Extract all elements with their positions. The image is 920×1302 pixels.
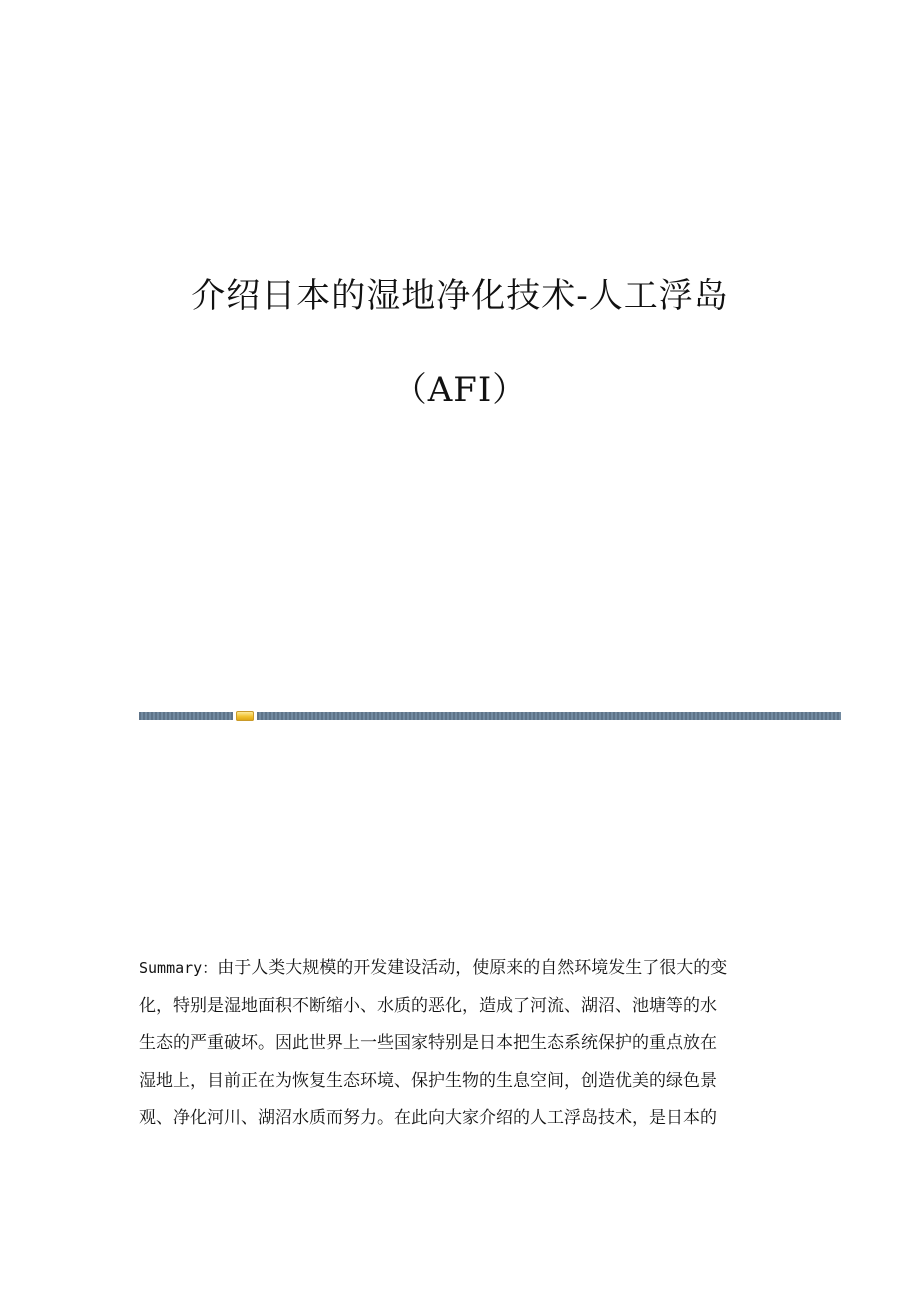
summary-line-4: 湿地上，目前正在为恢复生态环境、保护生物的生息空间，创造优美的绿色景 (139, 1070, 717, 1091)
divider-bar-left (139, 712, 233, 720)
divider-bar-right (257, 712, 841, 720)
summary-paragraph (139, 950, 779, 1138)
summary-line-1 (139, 950, 779, 988)
summary-line-5: 观、净化河川、湖沼水质而努力。在此向大家介绍的人工浮岛技术，是日本的 (139, 1108, 717, 1128)
document-title-line-2: （AFI） (392, 370, 528, 410)
summary-line-3: 生态的严重破坏。因此世界上一些国家特别是日本把生态系统保护的重点放在 (139, 1033, 717, 1053)
summary-line-2: 化，特别是湿地面积不断缩小、水质的恶化，造成了河流、湖沼、池塘等的水 (139, 995, 717, 1016)
document-title-line-1: 介绍日本的湿地净化技术-人工浮岛 (191, 276, 729, 316)
summary-text: 由于人类大规模的开发建设活动，使原来的自然环境发生了很大的变 (217, 958, 728, 978)
divider-badge-icon (236, 711, 254, 721)
section-divider (139, 711, 841, 721)
summary-label: Summary： (139, 959, 218, 977)
